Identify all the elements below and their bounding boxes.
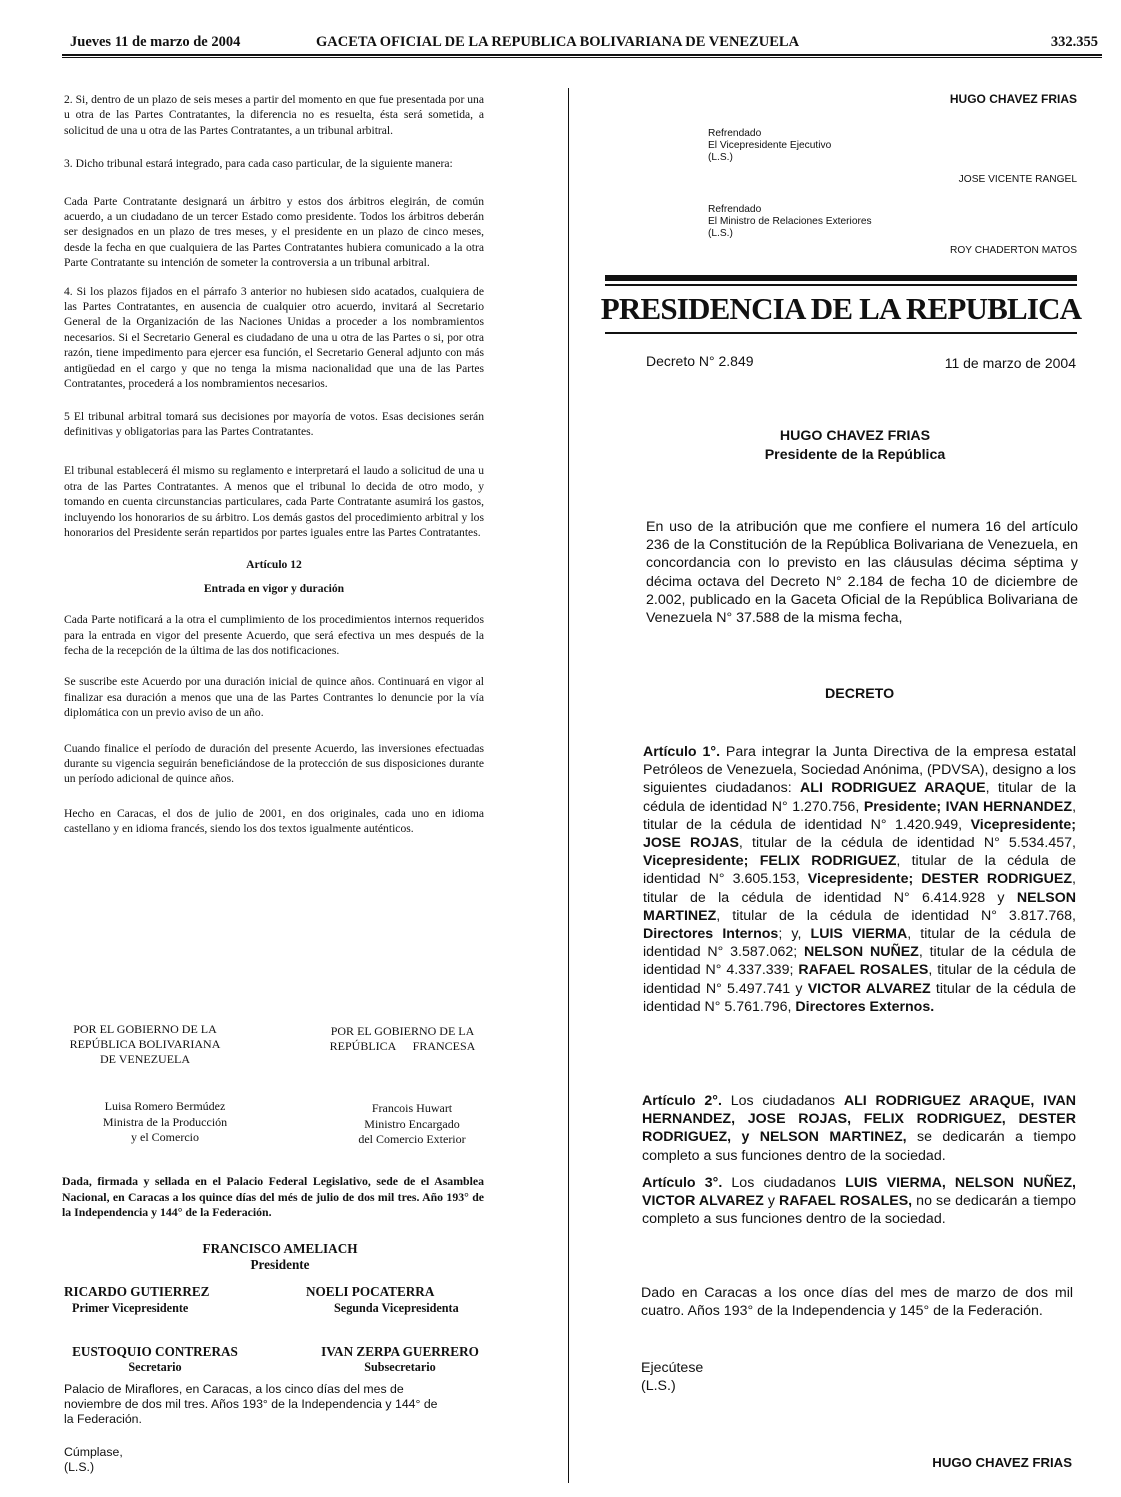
art1-segment: RAFAEL ROSALES [798,962,929,979]
art3-segment: RAFAEL ROSALES, [779,1193,913,1210]
art1-segment: Presidente; IVAN HERNANDEZ [863,798,1073,815]
ref1-seal: (L.S.) [708,152,733,163]
gov-ve-line2: REPÚBLICA BOLIVARIANA [69,1037,221,1051]
vp2-title: Segunda Vicepresidenta [334,1301,459,1315]
art1-segment: VICTOR ALVAREZ [807,980,931,997]
paragraph-10: Hecho en Caracas, el dos de julio de 2001, en dos originales, cada uno en idioma castellano y en idioma francés, siendo los dos textos igualmente auténticos. [64,806,484,836]
right-seal-label: (L.S.) [641,1378,676,1394]
section-rule-top [605,275,1077,281]
decree-president-title: Presidente de la República [764,447,946,463]
art1-segment: Directores Internos [643,926,779,943]
paragraph-4: 4. Si los plazos fijados en el párrafo 3 anterior no hubiesen sido acatados, cualquiera de las Partes Contratantes, en ausencia de cualquier otro acuerdo, invitará al Secretario General de la Organización de las Naciones Unidas a proceder a los nombramientos necesarios. Si el Secretario General es ciudadano de una u otra de las Partes o si, por otra razón, tiene impedimento para ejercer esa función, el Secretario General adjunto con más antigüedad en el cargo y que no tenga la misma nacionalidad que una de las Partes Contratantes, procederá a los nombramientos necesarios. [64,284,484,391]
ref2-title: El Ministro de Relaciones Exteriores [708,216,872,227]
paragraph-3b: Cada Parte Contratante designará un árbitro y estos dos árbitros elegirán, de común acuerdo, a un ciudadano de un tercer Estado como presidente. Todos los árbitros deberán ser designados en un plazo de tres meses, y el presidente en un plazo de cinco meses, desde la fecha en que cualquiera de las Partes Contratantes hubiera comunicado a la otra Parte Contratante su intención de someter la controversia a un tribunal arbitral. [64,194,484,270]
art1-segment: , titular de la cédula de identidad N° 5.534.457, [738,835,1076,852]
header-rule [62,54,1102,56]
gov-ve-line3: DE VENEZUELA [99,1052,191,1066]
subsecretary-title: Subsecretario [364,1359,436,1374]
subsecretary-name: IVAN ZERPA GUERRERO [321,1344,479,1359]
art1-segment: , titular de la cédula de identidad N° 1.270.756, [643,780,1076,815]
column-divider [568,88,569,1483]
sig-ve-title2: y el Comercio [131,1130,199,1144]
ref1-name: JOSE VICENTE RANGEL [958,174,1077,185]
sig-ve-name: Luisa Romero Bermúdez [104,1099,226,1113]
secretary-block [60,1344,250,1375]
paragraph-5: 5 El tribunal arbitral tomará sus decisiones por mayoría de votos. Esas decisiones serán definitivas y obligatorias para las Partes Contratantes. [64,409,484,438]
left-seal-label: (L.S.) [64,1460,95,1475]
signature-venezuela [70,1099,260,1146]
art2-segment: Los ciudadanos [721,1093,844,1109]
art3-segment: no se dedicarán a tiempo completo a sus funciones dentro de la sociedad. [642,1193,1076,1228]
art3-segment: Artículo 3°. [642,1175,723,1191]
cumplase-block [64,1445,123,1475]
decreto-heading: DECRETO [825,686,895,702]
article-title: Artículo 12 [246,558,302,572]
signature-france [322,1101,502,1148]
art1-segment: Vicepresidente; FELIX RODRIGUEZ [643,853,897,870]
assembly-president-name: FRANCISCO AMELIACH [202,1241,358,1256]
paragraph-7: Cada Parte notificará a la otra el cumplimiento de los procedimientos internos requeridos para la entrada en vigor del presente Acuerdo, que será efectiva un mes después de la fecha de la recepción de la última de las dos notificaciones. [64,613,484,657]
art2-segment: Artículo 2°. [642,1093,722,1109]
art1-segment: , titular de la cédula de identidad N° 1.420.949, [643,798,1077,833]
art3-segment: y [763,1193,780,1210]
article-subtitle: Entrada en vigor y duración [203,581,345,595]
art3-segment: LUIS VIERMA, NELSON NUÑEZ, VICTOR ALVAREZ [642,1175,1076,1210]
art1-segment: , titular de la cédula de identidad N° 5.497.741 y [643,962,1076,997]
ref2-label: Refrendado [708,204,762,215]
art1-segment: , titular de la cédula de identidad N° 3.817.768, [716,907,1076,924]
vp1-block [64,1284,284,1316]
vp2-name: NOELI POCATERRA [306,1284,435,1299]
decree-president-block [620,427,1090,465]
art2-segment: ALI RODRIGUEZ ARAQUE, IVAN HERNANDEZ, JOSE ROJAS, FELIX RODRIGUEZ, DESTER RODRIGUEZ, y NELSON MARTINEZ, [642,1093,1076,1146]
art1-segment: Directores Externos. [795,998,935,1015]
art1-segment: NELSON MARTINEZ [643,889,1076,924]
header-publication: GACETA OFICIAL DE LA REPUBLICA BOLIVARIANA DE VENEZUELA [316,34,800,50]
vp1-name: RICARDO GUTIERREZ [64,1284,210,1299]
art1-segment: , titular de la cédula de identidad N° 3.587.062; [643,926,1077,961]
refrendado-2 [708,204,872,240]
decree-number: Decreto N° 2.849 [646,353,754,369]
gov-fr-line2: REPÚBLICA FRANCESA [329,1039,476,1053]
ref2-seal: (L.S.) [708,228,733,239]
vp1-title: Primer Vicepresidente [72,1301,189,1315]
ref1-label: Refrendado [708,128,762,139]
dado-paragraph: Dado en Caracas a los once días del mes de marzo de dos mil cuatro. Años 193° de la Independencia y 145° de la Federación. [641,1285,1073,1320]
art2-segment: se dedicarán a tiempo completo a sus funciones dentro de la sociedad. [642,1129,1076,1164]
art1-segment: , titular de la cédula de identidad N° 4.337.339; [643,944,1076,979]
section-rule-bottom [605,332,1077,334]
art1-segment: LUIS VIERMA [810,926,908,943]
page-header [62,34,1102,56]
sig-ve-title1: Ministra de la Producción [102,1114,228,1129]
art1-segment: Vicepresidente; JOSE ROJAS [643,816,1076,852]
header-page-number: 332.355 [1050,34,1098,50]
art1-segment: ; y, [778,926,811,943]
art3-segment: Los ciudadanos [722,1175,846,1191]
section-rule-top-thin [605,284,1077,286]
sig-fr-title2: del Comercio Exterior [358,1132,466,1146]
gov-france-block [310,1024,495,1054]
ref1-title: El Vicepresidente Ejecutivo [708,140,832,151]
left-column [64,92,484,837]
sig-fr-name: Francois Huwart [371,1101,453,1115]
gov-venezuela-block [55,1022,235,1067]
palacio-paragraph: Palacio de Miraflores, en Caracas, a los cinco días del mes de noviembre de dos mil tres. Años 193° de la Independencia y 144° de la Federación. [64,1382,438,1427]
subsecretary-block [300,1344,500,1375]
paragraph-9: Cuando finalice el período de duración del presente Acuerdo, las inversiones efectuadas durante su vigencia seguirán beneficiándose de la protección de sus disposiciones durante un período adicional de quince años. [64,741,484,786]
sig-fr-title1: Ministro Encargado [364,1116,460,1131]
gov-fr-line1: POR EL GOBIERNO DE LA [330,1024,475,1038]
assembly-president [150,1241,410,1273]
secretary-title: Secretario [128,1359,182,1374]
paragraph-6: El tribunal establecerá él mismo su reglamento e interpretará el laudo a solicitud de una u otra de las Partes Contratantes. A menos que el tribunal lo decida de otro modo, y tomando en cuenta circunstancias particulares, cada Parte Contratante asumirá los gastos, incluyendo los honorarios de su árbitro. Los demás gastos del procedimiento arbitral y los honorarios del Presidente serán repartidos por partes iguales entre las Partes Contratantes. [64,464,484,539]
dada-paragraph: Dada, firmada y sellada en el Palacio Federal Legislativo, sede de el Asamblea Nacional, en Caracas a los quince días del més de julio de dos mil tres. Año 193° de la Independencia y 144° de la Federación. [62,1174,484,1219]
top-signature: HUGO CHAVEZ FRIAS [949,92,1077,106]
vp2-block [306,1284,506,1316]
header-date: Jueves 11 de marzo de 2004 [70,34,241,50]
refrendado-1 [708,128,831,164]
paragraph-3: 3. Dicho tribunal estará integrado, para cada caso particular, de la siguiente manera: [64,157,453,171]
article-2 [642,1092,1076,1165]
bottom-signature: HUGO CHAVEZ FRIAS [932,1455,1072,1470]
ejecutese-label: Ejecútese [641,1360,704,1376]
paragraph-8: Se suscribe este Acuerdo por una duración inicial de quince años. Continuará en vigor al finalizar esa duración a menos que una de las Partes Contrantes lo denuncie por la vía diplomática con un previo aviso de un año. [64,675,484,720]
art1-segment: , titular de la cédula de identidad N° 6.414.928 y [643,871,1076,906]
art1-segment: Artículo 1°. [643,744,721,760]
decree-president-name: HUGO CHAVEZ FRIAS [779,428,931,444]
art1-segment: ALI RODRIGUEZ ARAQUE [800,780,986,797]
assembly-president-title: Presidente [250,1257,310,1272]
section-title: PRESIDENCIA DE LA REPUBLICA [600,291,1082,326]
art1-segment: , titular de la cédula de identidad N° 3.605.153, [643,853,1076,888]
ref2-name: ROY CHADERTON MATOS [950,245,1077,256]
decree-intro: En uso de la atribución que me confiere el numera 16 del artículo 236 de la Constitución de la República Bolivariana de Venezuela, en concordancia con lo previsto en las cláusulas décima séptima y décima octava del Decreto N° 2.184 de fecha 10 de diciembre de 2.002, publicado en la Gaceta Oficial de la República Bolivariana de Venezuela N° 37.588 de la misma fecha, [646,519,1078,627]
paragraph-2: 2. Si, dentro de un plazo de seis meses a partir del momento en que fue presentada por una u otra de las Partes Contratantes, la diferencia no es resuelta, ésta será sometida, a solicitud de una u otra de las Partes Contratantes, a un tribunal arbitral. [64,93,484,137]
secretary-name: EUSTOQUIO CONTRERAS [72,1344,238,1359]
art1-segment: NELSON NUÑEZ [804,944,919,961]
decree-date: 11 de marzo de 2004 [944,355,1076,371]
cumplase-label: Cúmplase, [64,1445,123,1459]
article-1 [643,743,1076,1016]
article-3 [642,1174,1076,1229]
art1-segment: Vicepresidente; DESTER RODRIGUEZ [807,871,1073,888]
art1-segment: Para integrar la Junta Directiva de la empresa estatal Petróleos de Venezuela, Sociedad Anónima, (PDVSA), designo a los siguientes ciudadanos: [643,744,1076,797]
header-rule-thin [62,57,1102,58]
gov-ve-line1: POR EL GOBIERNO DE LA [73,1022,217,1036]
art1-segment: titular de la cédula de identidad N° 5.761.796, [643,980,1076,1015]
ejecutese-block [641,1359,703,1395]
